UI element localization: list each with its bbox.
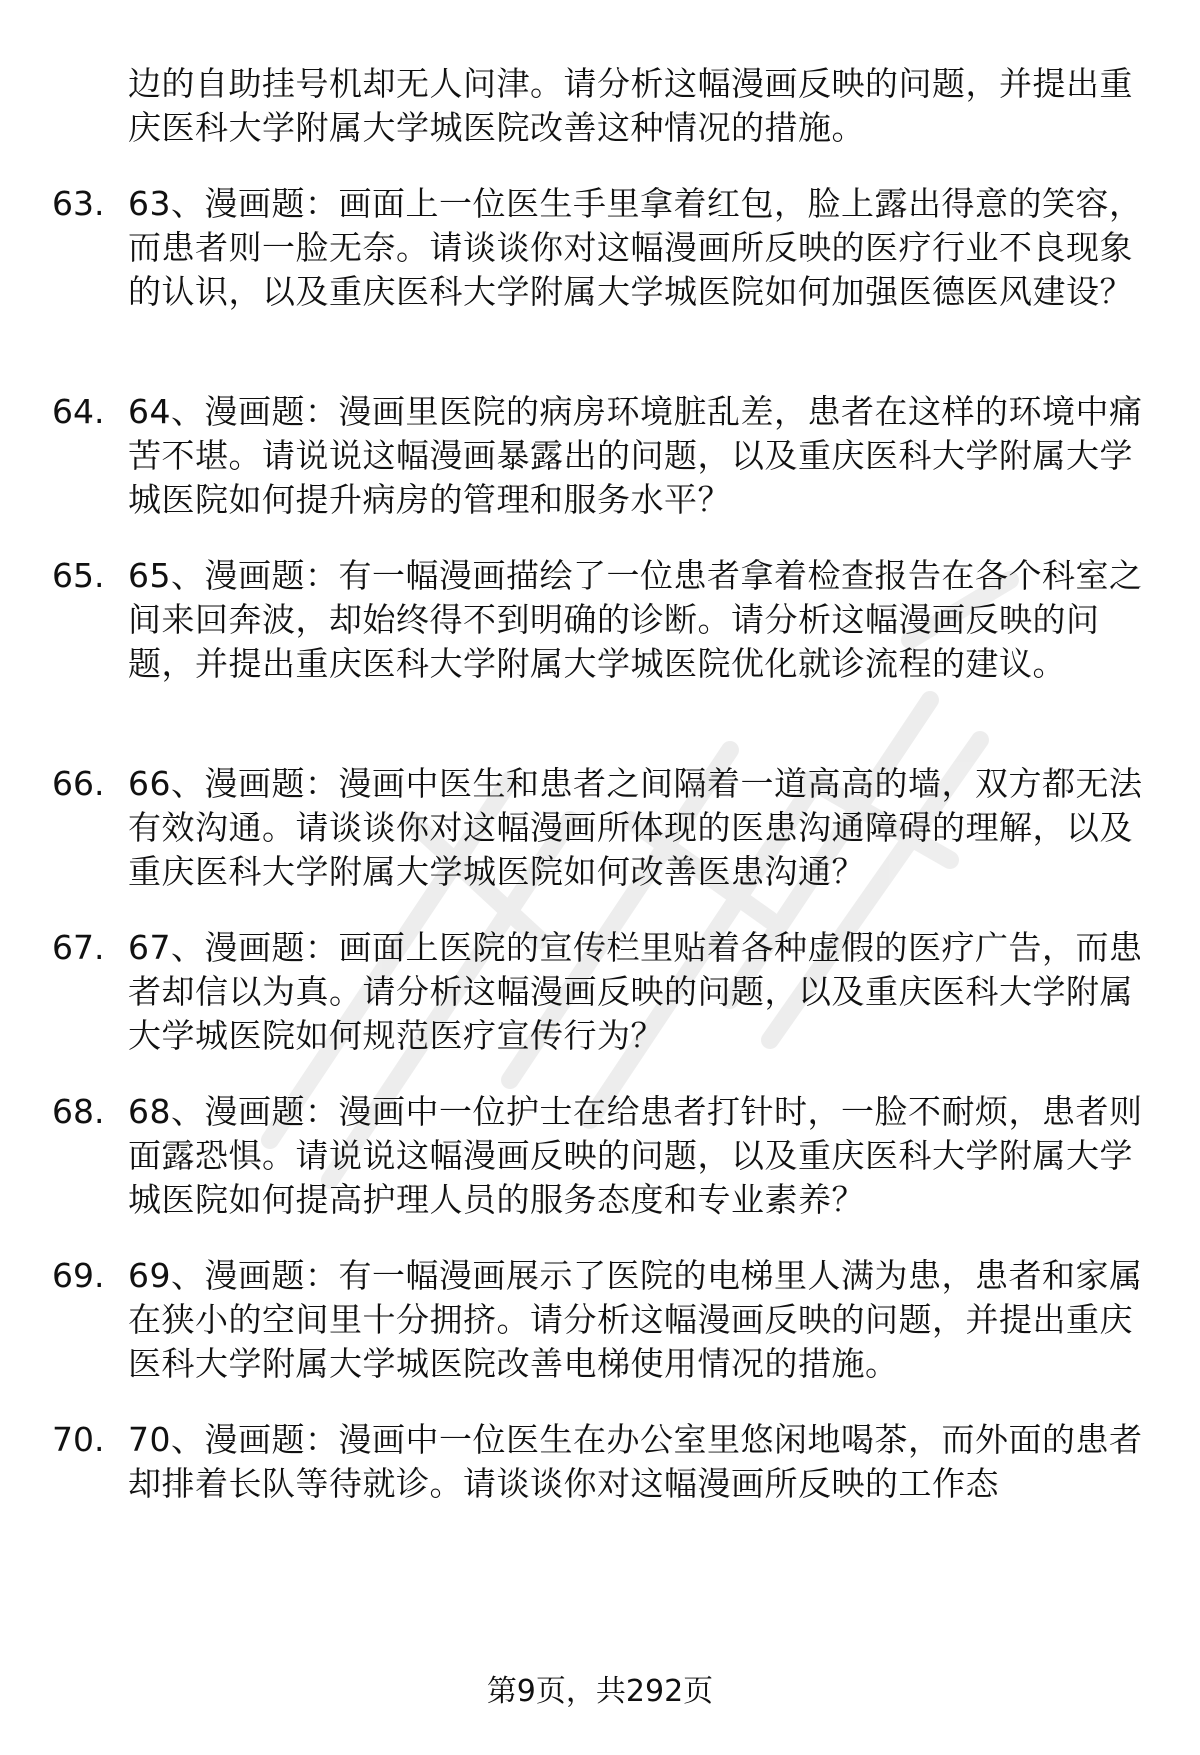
item-text: 64、漫画题：漫画里医院的病房环境脏乱差，患者在这样的环境中痛苦不堪。请说说这幅漫画暴露出的问题，以及重庆医科大学附属大学城医院如何提升病房的管理和服务水平？ bbox=[128, 392, 1143, 519]
item-text: 69、漫画题：有一幅漫画展示了医院的电梯里人满为患，患者和家属在狭小的空间里十分拥挤。请分析这幅漫画反映的问题，并提出重庆医科大学附属大学城医院改善电梯使用情况的措施。 bbox=[128, 1256, 1143, 1383]
item-text: 66、漫画题：漫画中医生和患者之间隔着一道高高的墙，双方都无法有效沟通。请谈谈你对这幅漫画所体现的医患沟通障碍的理解，以及重庆医科大学附属大学城医院如何改善医患沟通？ bbox=[128, 764, 1143, 891]
item-number: 66. bbox=[52, 764, 105, 803]
item-text: 67、漫画题：画面上医院的宣传栏里贴着各种虚假的医疗广告，而患者却信以为真。请分析这幅漫画反映的问题，以及重庆医科大学附属大学城医院如何规范医疗宣传行为？ bbox=[128, 928, 1143, 1055]
item-number: 70. bbox=[52, 1420, 105, 1459]
item-number: 68. bbox=[52, 1092, 105, 1131]
item-number: 63. bbox=[52, 184, 105, 223]
item-number: 69. bbox=[52, 1256, 105, 1295]
item-number: 64. bbox=[52, 392, 105, 431]
item-text: 65、漫画题：有一幅漫画描绘了一位患者拿着检查报告在各个科室之间来回奔波，却始终得不到明确的诊断。请分析这幅漫画反映的问题，并提出重庆医科大学附属大学城医院优化就诊流程的建议。 bbox=[128, 556, 1143, 683]
continuation-paragraph: 边的自助挂号机却无人问津。请分析这幅漫画反映的问题，并提出重庆医科大学附属大学城医院改善这种情况的措施。 bbox=[128, 64, 1133, 147]
item-number: 65. bbox=[52, 556, 105, 595]
item-text: 63、漫画题：画面上一位医生手里拿着红包，脸上露出得意的笑容，而患者则一脸无奈。请谈谈你对这幅漫画所反映的医疗行业不良现象的认识，以及重庆医科大学附属大学城医院如何加强医德医风建设？ bbox=[128, 184, 1143, 311]
item-text: 68、漫画题：漫画中一位护士在给患者打针时，一脸不耐烦，患者则面露恐惧。请说说这幅漫画反映的问题，以及重庆医科大学附属大学城医院如何提高护理人员的服务态度和专业素养？ bbox=[128, 1092, 1143, 1219]
item-text: 70、漫画题：漫画中一位医生在办公室里悠闲地喝茶，而外面的患者却排着长队等待就诊。请谈谈你对这幅漫画所反映的工作态 bbox=[128, 1420, 1143, 1503]
item-number: 67. bbox=[52, 928, 105, 967]
page-footer: 第9页，共292页 bbox=[486, 1674, 714, 1709]
